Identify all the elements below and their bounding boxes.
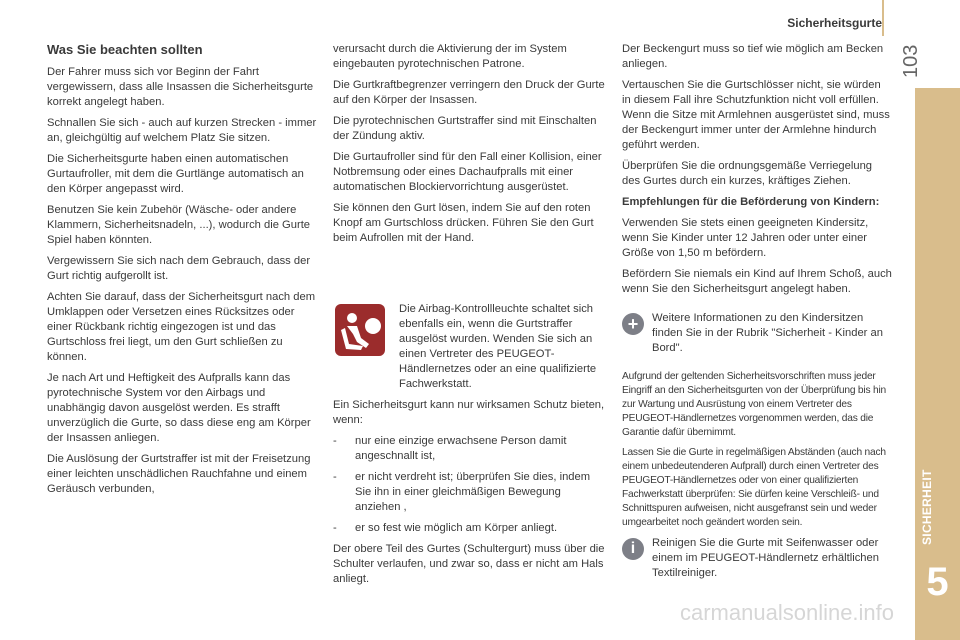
paragraph: Überprüfen Sie die ordnungsgemäße Verriegelung des Gurtes durch ein kurzes, kräftiges Ziehen.: [622, 160, 873, 187]
section-title: Was Sie beachten sollten: [47, 42, 203, 57]
paragraph: Die Auslösung der Gurtstraffer ist mit der Freisetzung einer leichten unschädlichen Rauchfahne und einem Geräusch verbunden,: [47, 453, 311, 495]
paragraph: Der Fahrer muss sich vor Beginn der Fahrt vergewissern, dass alle Insassen die Sicherheitsgurte korrekt angelegt haben.: [47, 66, 314, 108]
running-header: Sicherheitsgurte: [787, 16, 882, 30]
list-dash: -: [333, 435, 337, 447]
paragraph: Verwenden Sie stets einen geeigneten Kindersitz, wenn Sie Kinder unter 12 Jahren oder unter einer Größe von 1,50 m befördern.: [622, 217, 869, 259]
list-dash: -: [333, 471, 337, 483]
paragraph: Die pyrotechnischen Gurtstraffer sind mit Einschalten der Zündung aktiv.: [333, 115, 597, 142]
header-divider: [882, 0, 884, 36]
airbag-warning-icon: [335, 304, 385, 356]
paragraph: Vergewissern Sie sich nach dem Gebrauch, dass der Gurt richtig aufgerollt ist.: [47, 255, 311, 282]
list-dash: -: [333, 522, 337, 534]
paragraph: Sie können den Gurt lösen, indem Sie auf den roten Knopf am Gurtschloss drücken. Führen Sie den Gurt beim Aufrollen mit der Hand.: [333, 202, 594, 244]
column-1: [47, 42, 317, 503]
paragraph: Schnallen Sie sich - auch auf kurzen Strecken - immer an, gleichgültig auf welchem Platz Sie sitzen.: [47, 117, 317, 144]
paragraph: Der obere Teil des Gurtes (Schultergurt) muss über die Schulter verlaufen, und zwar so, dass er nicht am Hals anliegt.: [333, 543, 605, 585]
list-item: [333, 470, 605, 515]
subsection-title: Empfehlungen für die Beförderung von Kindern:: [622, 196, 880, 208]
chapter-tab: [915, 88, 960, 640]
paragraph: Vertauschen Sie die Gurtschlösser nicht, sie würden in diesem Fall ihre Schutzfunktion nicht voll erfüllen. Wenn die Sitze mit Armlehnen ausgerüstet sind, muss der Beckengurt immer unter der Armlehne hindurch geführt werden.: [622, 79, 890, 151]
chapter-label: SICHERHEIT: [920, 469, 934, 545]
paragraph: Die Sicherheitsgurte haben einen automatischen Gurtaufroller, mit dem die Gurtlänge automatisch an den Körper angepasst wird.: [47, 153, 304, 195]
note-more-info: [622, 311, 892, 362]
column-3: [622, 42, 892, 587]
small-paragraph: Lassen Sie die Gurte in regelmäßigen Abständen (auch nach einem unbedeutenderen Aufprall) durch einen Vertreter des PEUGEOT-Händlernetzes oder von einer qualifizierten Fachwerkstatt überprüfen: Sie dürfen keine Verschleiß- und Schnittspuren aufweisen, nicht ausgefranst sein und weder umgearbeitet noch geändert worden sein.: [622, 447, 886, 528]
paragraph: Befördern Sie niemals ein Kind auf Ihrem Schoß, auch wenn Sie den Sicherheitsgurt angelegt haben.: [622, 268, 892, 295]
paragraph: Die Gurtaufroller sind für den Fall einer Kollision, einer Notbremsung oder eines Dachaufpralls mit einer automatischen Blockiervorrichtung ausgerüstet.: [333, 151, 602, 193]
note-text: Reinigen Sie die Gurte mit Seifenwasser oder einem im PEUGEOT-Händlernetz erhältlichen Textilreiniger.: [652, 537, 879, 579]
paragraph: Der Beckengurt muss so tief wie möglich am Becken anliegen.: [622, 43, 884, 70]
paragraph: verursacht durch die Aktivierung der im System eingebauten pyrotechnischen Patrone.: [333, 43, 567, 70]
note-text: Weitere Informationen zu den Kindersitzen finden Sie in der Rubrik "Sicherheit - Kinder an Bord".: [652, 312, 883, 354]
info-icon: i: [622, 538, 644, 560]
paragraph: Ein Sicherheitsgurt kann nur wirksamen Schutz bieten, wenn:: [333, 399, 605, 426]
note-cleaning: [622, 536, 892, 587]
list-item-text: er so fest wie möglich am Körper anliegt.: [355, 522, 558, 534]
paragraph: Die Gurtkraftbegrenzer verringern den Druck der Gurte auf den Körper der Insassen.: [333, 79, 605, 106]
page-number: 103: [900, 44, 922, 78]
chapter-number: 5: [926, 560, 949, 604]
small-paragraph: Aufgrund der geltenden Sicherheitsvorschriften muss jeder Eingriff an den Sicherheitsgurten von der Überprüfung bis hin zur Wartung und Ausrüstung von einem Vertreter des PEUGEOT-Händlernetzes vorgenommen werden, das die Garantie dafür übernimmt.: [622, 371, 886, 438]
list-item: [333, 521, 605, 536]
watermark: carmanualsonline.info: [680, 600, 895, 625]
paragraph: Benutzen Sie kein Zubehör (Wäsche- oder andere Klammern, Sicherheitsnadeln, ...), wodurch die Gurte Spiel haben könnten.: [47, 204, 311, 246]
list-item-text: nur eine einzige erwachsene Person damit angeschnallt ist,: [355, 435, 567, 462]
list-item: [333, 434, 605, 464]
airbag-text: Die Airbag-Kontrollleuchte schaltet sich ebenfalls ein, wenn die Gurtstraffer ausgelöst wurden. Wenden Sie sich an einen Vertreter des PEUGEOT-Händlernetzes oder an eine qualifizierte Fachwerkstatt.: [399, 303, 597, 390]
column-2: [333, 42, 605, 593]
paragraph: Achten Sie darauf, dass der Sicherheitsgurt nach dem Umklappen oder Versetzen eines Rücksitzes oder einer Rückbank richtig eingezogen ist und das Gurtschloss frei liegt, um den Gurt schließen zu können.: [47, 291, 316, 363]
list-item-text: er nicht verdreht ist; überprüfen Sie dies, indem Sie ihn in einer gleichmäßigen Bewegung anziehen ,: [355, 471, 591, 513]
paragraph: Je nach Art und Heftigkeit des Aufpralls kann das pyrotechnische System vor den Airbags und unabhängig davon ausgelöst werden. Es strafft unverzüglich die Gurte, so dass diese eng am Körper der Insassen anliegen.: [47, 372, 311, 444]
plus-icon: +: [622, 313, 644, 335]
airbag-warning-block: [333, 302, 605, 398]
